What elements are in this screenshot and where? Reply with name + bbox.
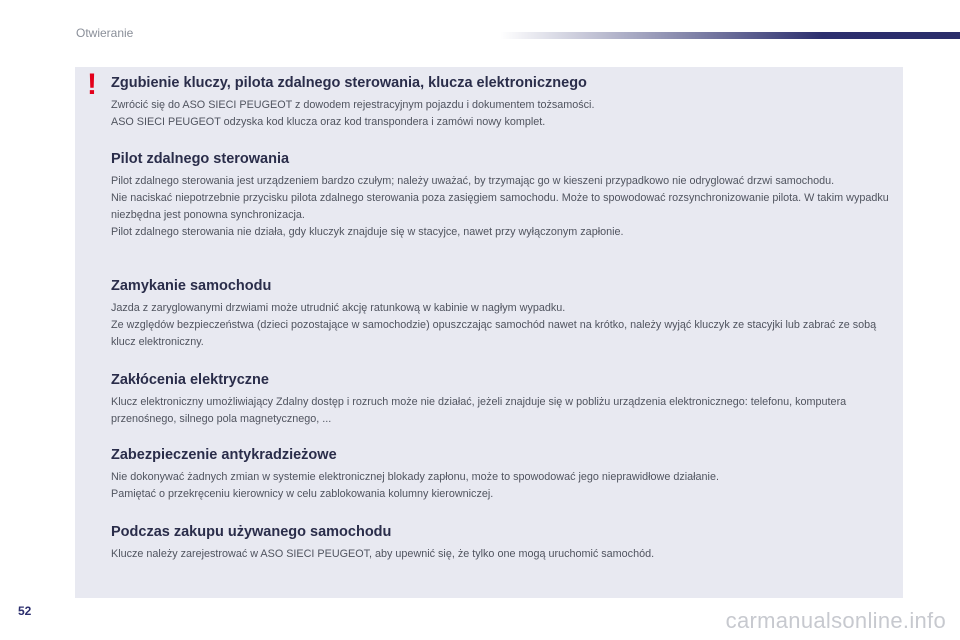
paragraph-line: Klucze należy zarejestrować w ASO SIECI PEUGEOT, aby upewnić się, że tylko one mogą uruchomić samochód.	[111, 548, 655, 560]
section-text	[111, 394, 891, 428]
section-lost-keys	[111, 73, 594, 131]
section-title: Pilot zdalnego sterowania	[111, 151, 290, 167]
paragraph-line: Nie dokonywać żadnych zmian w systemie elektronicznej blokady zapłonu, może to spowodować jego nieprawidłowe działanie.	[111, 471, 719, 483]
paragraph-line: Nie naciskać niepotrzebnie przycisku pilota zdalnego sterowania poza zasięgiem samochodu. Może to spowodować rozsynchronizowanie pilota. W takim wypadku niezbędna jest ponowna synchronizacja.	[111, 192, 889, 221]
section-locking	[111, 276, 891, 351]
section-text	[111, 300, 891, 351]
section-used-car	[111, 522, 654, 563]
section-title: Zakłócenia elektryczne	[111, 372, 269, 388]
paragraph-line: Ze względów bezpieczeństwa (dzieci pozostające w samochodzie) opuszczając samochód nawet na krótko, należy wyjąć kluczyk ze stacyjki lub zabrać ze sobą klucz elektroniczny.	[111, 319, 877, 348]
section-remote-control	[111, 149, 891, 241]
paragraph-line: Zwrócić się do ASO SIECI PEUGEOT z dowodem rejestracyjnym pojazdu i dokumentem tożsamości.	[111, 99, 595, 111]
paragraph-line: Pamiętać o przekręceniu kierownicy w celu zablokowania kolumny kierowniczej.	[111, 488, 494, 500]
section-title: Zamykanie samochodu	[111, 278, 272, 294]
section-text	[111, 173, 891, 241]
section-anti-theft	[111, 445, 719, 503]
page-number: 52	[18, 604, 32, 618]
header-title: Otwieranie	[76, 26, 134, 40]
paragraph-line: Jazda z zaryglowanymi drzwiami może utrudnić akcję ratunkową w kabinie w nagłym wypadku.	[111, 302, 566, 314]
section-title: Podczas zakupu używanego samochodu	[111, 524, 392, 540]
paragraph-line: Pilot zdalnego sterowania nie działa, gdy kluczyk znajduje się w stacyjce, nawet przy wyłączonym zapłonie.	[111, 226, 624, 238]
section-title: Zabezpieczenie antykradzieżowe	[111, 447, 337, 463]
section-text	[111, 469, 719, 503]
warning-exclamation-icon: !	[87, 68, 97, 101]
paragraph-line: ASO SIECI PEUGEOT odzyska kod klucza oraz kod transpondera i zamówi nowy komplet.	[111, 116, 546, 128]
section-title: Zgubienie kluczy, pilota zdalnego sterowania, klucza elektronicznego	[111, 75, 587, 91]
section-text	[111, 546, 654, 563]
header-decorative-bar	[500, 32, 960, 39]
section-text	[111, 97, 594, 131]
watermark: carmanualsonline.info	[725, 608, 946, 633]
section-electrical-interference	[111, 370, 891, 428]
paragraph-line: Pilot zdalnego sterowania jest urządzeniem bardzo czułym; należy uważać, by trzymając go w kieszeni przypadkowo nie odryglować drzwi samochodu.	[111, 175, 835, 187]
paragraph-line: Klucz elektroniczny umożliwiający Zdalny dostęp i rozruch może nie działać, jeżeli znajduje się w pobliżu urządzenia elektronicznego: telefonu, komputera przenośnego, silnego pola magnetycznego, ...	[111, 396, 847, 425]
